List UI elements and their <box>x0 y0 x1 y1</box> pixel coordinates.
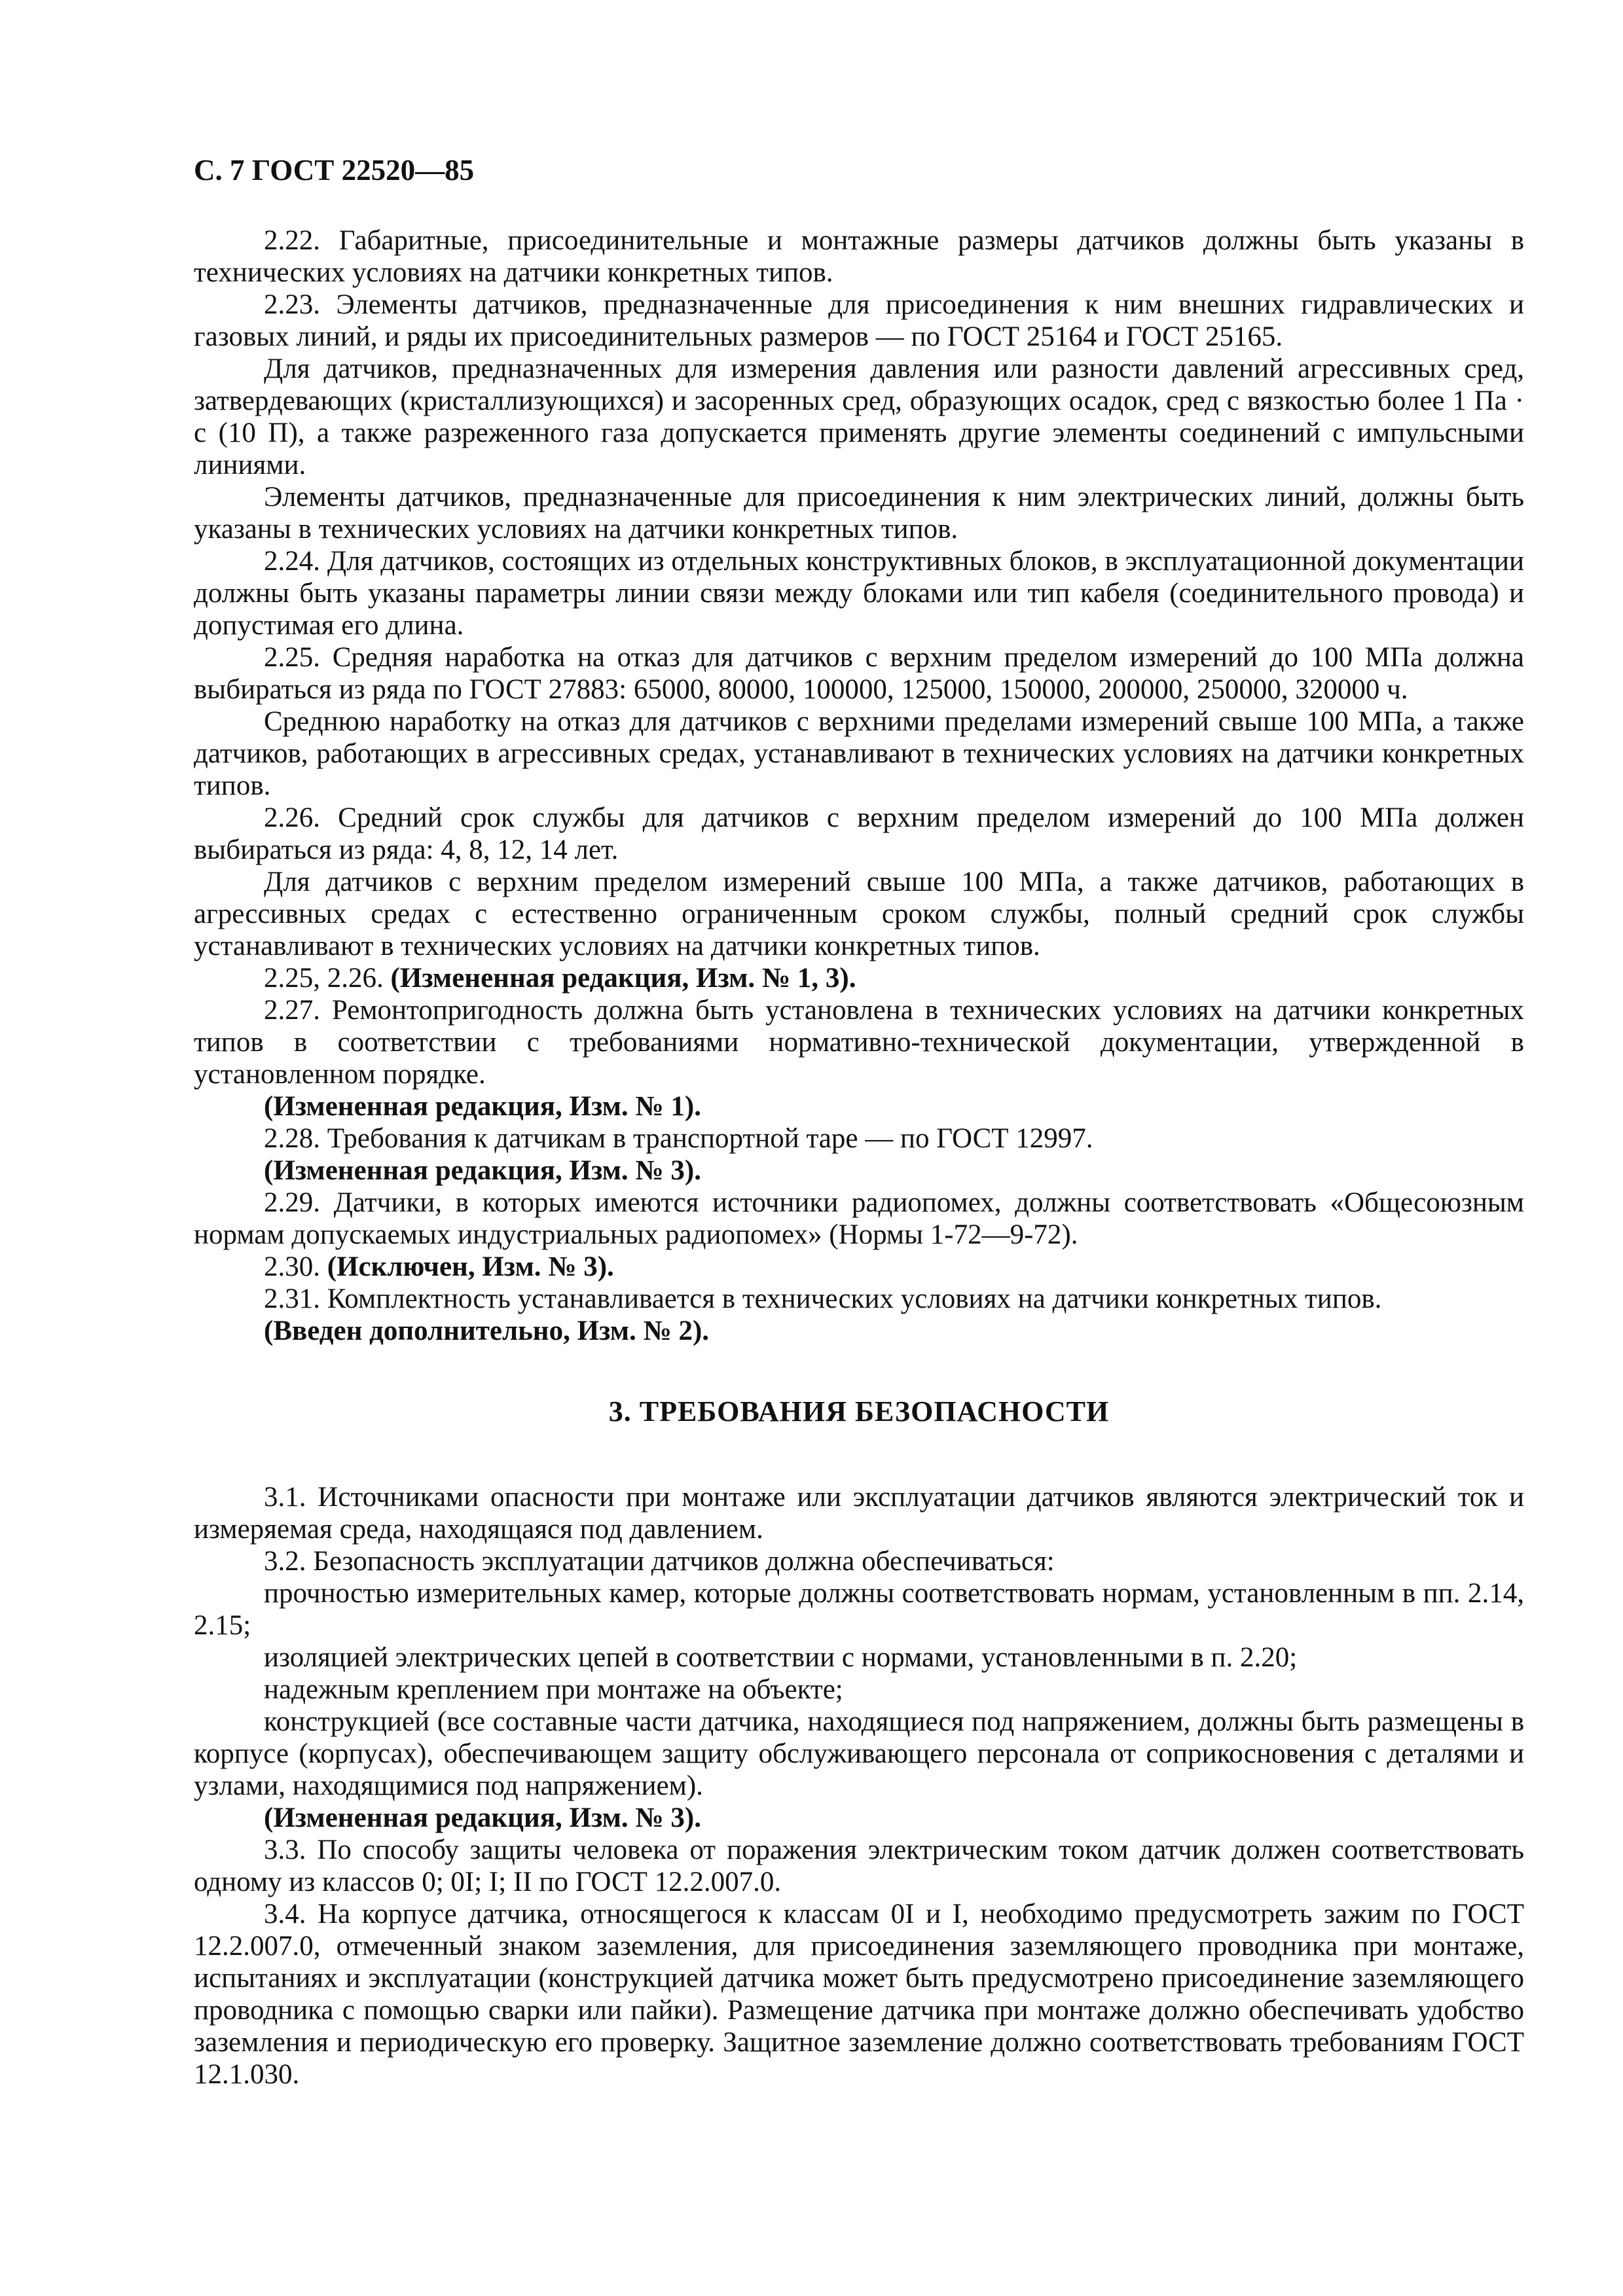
paragraph-2-23-aggressive-media: Для датчиков, предназначенных для измерения давления или разности давлений агрессивных сред, затвердевающих (кристаллизующихся) и засоренных сред, образующих осадок, сред с вязкостью более 1 Па · с (10 П), а также разреженного газа допускается применять другие элементы соединений с импульсными линиями. <box>194 353 1524 480</box>
paragraph-2-27: 2.27. Ремонтопригодность должна быть установлена в технических условиях на датчики конкретных типов в соответствии с требованиями нормативно-технической документации, утвержденной в установленном порядке. <box>194 995 1524 1090</box>
paragraph-2-28: 2.28. Требования к датчикам в транспортной таре — по ГОСТ 12997. <box>264 1123 1093 1154</box>
top-paragraphs <box>194 224 1524 962</box>
paragraph-3-1: 3.1. Источниками опасности при монтаже или эксплуатации датчиков являются электрический ток и измеряемая среда, находящаяся под давлением. <box>194 1482 1524 1545</box>
paragraph-3-2-strength: прочностью измерительных камер, которые должны соответствовать нормам, установленным в пп. 2.14, 2.15; <box>194 1578 1524 1641</box>
paragraph-3-4: 3.4. На корпусе датчика, относящегося к классам 0I и I, необходимо предусмотреть зажим по ГОСТ 12.2.007.0, отмеченный знаком заземления, для присоединения заземляющего проводника при монтаже, испытаниях и эксплуатации (конструкцией датчика может быть предусмотрено присоединение заземляющего проводника с помощью сварки или пайки). Размещение датчика при монтаже должно обеспечивать удобство заземления и периодическую его проверку. Защитное заземление должно соответствовать требованиям ГОСТ 12.1.030. <box>194 1899 1524 2090</box>
paragraph-2-24: 2.24. Для датчиков, состоящих из отдельных конструктивных блоков, в эксплуатационной документации должны быть указаны параметры линии связи между блоками или тип кабеля (соединительного провода) и допустимая его длина. <box>194 546 1524 641</box>
paragraph-3-2: 3.2. Безопасность эксплуатации датчиков должна обеспечиваться: <box>264 1546 1055 1577</box>
excluded-note: (Исключен, Изм. № 3). <box>327 1251 614 1282</box>
amendment-note-3-safety: (Измененная редакция, Изм. № 3). <box>264 1803 701 1833</box>
paragraph-2-23: 2.23. Элементы датчиков, предназначенные для присоединения к ним внешних гидравлических и газовых линий, и ряды их присоединительных размеров — по ГОСТ 25164 и ГОСТ 25165. <box>194 289 1524 352</box>
paragraph-2-30-prefix: 2.30. <box>264 1251 327 1282</box>
safety-paragraphs <box>194 1481 1524 1802</box>
paragraph-3-2-construction: конструкцией (все составные части датчика, находящиеся под напряжением, должны быть размещены в корпусе (корпусах), обеспечивающем защиту обслуживающего персонала от соприкосновения с деталями и узлами, находящимися под напряжением). <box>194 1706 1524 1801</box>
introduced-note-2: (Введен дополнительно, Изм. № 2). <box>264 1316 710 1346</box>
paragraph-2-26: 2.26. Средний срок службы для датчиков с верхним пределом измерений до 100 МПа должен выбираться из ряда: 4, 8, 12, 14 лет. <box>194 802 1524 865</box>
amendment-note: (Измененная редакция, Изм. № 1, 3). <box>390 963 856 994</box>
paragraph-3-2-mounting: надежным креплением при монтаже на объекте; <box>264 1674 843 1705</box>
section-title-safety: 3. ТРЕБОВАНИЯ БЕЗОПАСНОСТИ <box>608 1395 1110 1427</box>
paragraph-2-25: 2.25. Средняя наработка на отказ для датчиков с верхним пределом измерений до 100 МПа должна выбираться из ряда по ГОСТ 27883: 65000, 80000, 100000, 125000, 150000, 200000, 250000, 320000 ч. <box>194 642 1524 705</box>
paragraph-2-26-over-100: Для датчиков с верхним пределом измерений свыше 100 МПа, а также датчиков, работающих в агрессивных средах с естественно ограниченным сроком службы, полный средний срок службы устанавливают в технических условиях на датчики конкретных типов. <box>194 867 1524 961</box>
paragraph-3-2-insulation: изоляцией электрических цепей в соответствии с нормами, установленными в п. 2.20; <box>264 1642 1298 1673</box>
final-paragraphs <box>194 1834 1524 2090</box>
paragraph-2-29: 2.29. Датчики, в которых имеются источники радиопомех, должны соответствовать «Общесоюзным нормам допускаемых индустриальных радиопомех» (Нормы 1-72—9-72). <box>194 1187 1524 1250</box>
amendment-note-3: (Измененная редакция, Изм. № 3). <box>264 1155 701 1186</box>
paragraph-2-23-electric-lines: Элементы датчиков, предназначенные для присоединения к ним электрических линий, должны быть указаны в технических условиях на датчики конкретных типов. <box>194 482 1524 545</box>
amendment-prefix: 2.25, 2.26. <box>264 963 391 994</box>
document-page <box>194 154 1524 2090</box>
paragraph-2-25-over-100: Среднюю наработку на отказ для датчиков с верхними пределами измерений свыше 100 МПа, а также датчиков, работающих в агрессивных средах, устанавливают в технических условиях на датчики конкретных типов. <box>194 706 1524 801</box>
amendment-note-1: (Измененная редакция, Изм. № 1). <box>264 1091 701 1122</box>
paragraph-2-22: 2.22. Габаритные, присоединительные и монтажные размеры датчиков должны быть указаны в технических условиях на датчики конкретных типов. <box>194 225 1524 288</box>
paragraph-2-25-2-26-amendment <box>194 962 1524 994</box>
paragraph-3-3: 3.3. По способу защиты человека от поражения электрическим током датчик должен соответствовать одному из классов 0; 0I; I; II по ГОСТ 12.2.007.0. <box>194 1835 1524 1897</box>
paragraph-2-31: 2.31. Комплектность устанавливается в технических условиях на датчики конкретных типов. <box>264 1283 1382 1314</box>
page-header: С. 7 ГОСТ 22520—85 <box>194 154 475 187</box>
paragraph-2-30 <box>194 1251 1524 1283</box>
